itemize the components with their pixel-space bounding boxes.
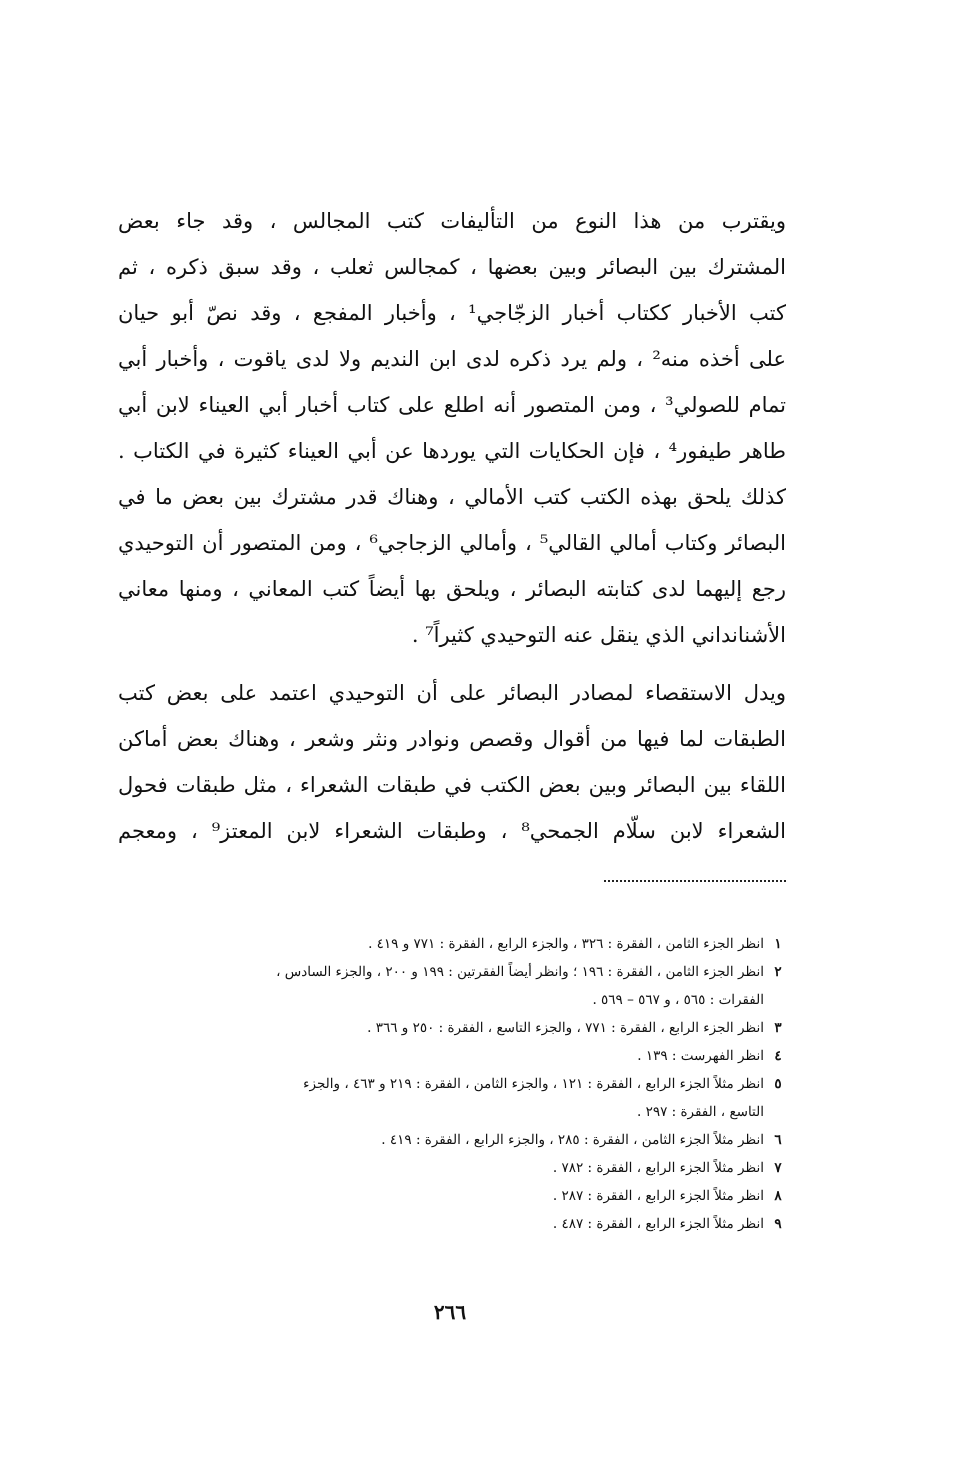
body-line-last: الأشنانداني الذي ينقل عنه التوحيدي كثيراً⁷ . — [411, 623, 786, 647]
body-line: على أخذه منه² ، ولم يرد ذكره لدى ابن النديم ولا لدى ياقوت ، وأخبار أبي — [118, 347, 786, 371]
footnote-line: انظر مثلاً الجزء الثامن ، الفقرة : ٢٨٥ ، والجزء الرابع ، الفقرة : ٤١٩ . — [381, 1132, 764, 1148]
footnote-number: ٢ — [774, 964, 782, 980]
footnote-text — [112, 1210, 764, 1238]
footnote-line: انظر مثلاً الجزء الرابع ، الفقرة : ٤٨٧ . — [552, 1216, 764, 1232]
footnote-text — [112, 1126, 764, 1154]
body-line: كتب الأخبار ككتاب أخبار الزجّاجي¹ ، وأخبار المفجع ، وقد نصّ أبو حيان — [118, 301, 786, 325]
body-line: الشعراء لابن سلّام الجمحي⁸ ، وطبقات الشعراء لابن المعتز⁹ ، ومعجم — [118, 819, 786, 843]
footnote-6 — [112, 1126, 792, 1154]
body-line: البصائر وكتاب أمالي القالي⁵ ، وأمالي الزجاجي⁶ ، ومن المتصور أن التوحيدي — [118, 531, 786, 555]
footnote-text — [112, 958, 764, 1014]
body-line: المشترك بين البصائر وبين بعضها ، كمجالس ثعلب ، وقد سبق ذكره ، ثم — [118, 255, 786, 279]
footnote-4 — [112, 1042, 792, 1070]
footnote-number: ٧ — [774, 1160, 782, 1176]
footnote-7 — [112, 1154, 792, 1182]
footnote-number: ٨ — [774, 1188, 782, 1204]
footnote-number: ٣ — [774, 1020, 782, 1036]
body-line: تمام للصولي³ ، ومن المتصور أنه اطلع على كتاب أخبار أبي العيناء لابن أبي — [118, 393, 786, 417]
footnote-text — [112, 1182, 764, 1210]
body-line: طاهر طيفور⁴ ، فإن الحكايات التي يوردها عن أبي العيناء كثيرة في الكتاب . — [118, 439, 786, 463]
footnote-number: ٦ — [774, 1132, 782, 1148]
footnote-3 — [112, 1014, 792, 1042]
footnotes — [112, 930, 792, 1238]
footnote-number: ٩ — [774, 1216, 782, 1232]
footnote-8 — [112, 1182, 792, 1210]
footnote-1 — [112, 930, 792, 958]
body-line: كذلك يلحق بهذه الكتب كتب الأمالي ، وهناك قدر مشترك بين بعض ما في — [118, 485, 786, 509]
footnote-text — [112, 1042, 764, 1070]
page-number: ٢٦٦ — [433, 1300, 467, 1324]
footnote-2 — [112, 958, 792, 1014]
footnote-line: انظر الجزء الثامن ، الفقرة : ١٩٦ ؛ وانظر أيضاً الفقرتين : ١٩٩ و ٢٠٠ ، والجزء السادس ، — [276, 964, 764, 980]
paragraph-2 — [118, 670, 786, 854]
body-line: ويدل الاستقصاء لمصادر البصائر على أن التوحيدي اعتمد على بعض كتب — [118, 681, 786, 705]
footnote-line: انظر الجزء الثامن ، الفقرة : ٣٢٦ ، والجزء الرابع ، الفقرة : ٧٧١ و ٤١٩ . — [368, 936, 764, 952]
footnote-number: ٥ — [774, 1076, 782, 1092]
footnote-line: الفقرات : ٥٦٥ ، و ٥٦٧ – ٥٦٩ . — [592, 992, 764, 1008]
footnote-number: ١ — [774, 936, 782, 952]
footnote-text — [112, 1154, 764, 1182]
footnote-line: انظر الفهرست : ١٣٩ . — [637, 1048, 764, 1064]
footnote-line: انظر الجزء الرابع ، الفقرة : ٧٧١ ، والجزء التاسع ، الفقرة : ٢٥٠ و ٣٦٦ . — [367, 1020, 764, 1036]
body-line: ويقترب من هذا النوع من التأليفات كتب المجالس ، وقد جاء بعض — [118, 209, 786, 233]
paragraph-gap — [118, 658, 786, 670]
footnote-line: انظر مثلاً الجزء الرابع ، الفقرة : ٧٨٢ . — [552, 1160, 764, 1176]
footnote-number: ٤ — [774, 1048, 782, 1064]
footnote-line: التاسع ، الفقرة : ٢٩٧ . — [636, 1104, 764, 1120]
footnote-line: انظر مثلاً الجزء الرابع ، الفقرة : ٢٨٧ . — [552, 1188, 764, 1204]
footnote-line: انظر مثلاً الجزء الرابع ، الفقرة : ١٢١ ، والجزء الثامن ، الفقرة : ٢١٩ و ٤٦٣ ، والجزء — [303, 1076, 764, 1092]
footnote-9 — [112, 1210, 792, 1238]
body-line: اللقاء بين البصائر وبين بعض الكتب في طبقات الشعراء ، مثل طبقات فحول — [118, 773, 786, 797]
footnote-text — [112, 1070, 764, 1126]
footnote-text — [112, 1014, 764, 1042]
body-line: الطبقات لما فيها من أقوال وقصص ونوادر ونثر وشعر ، وهناك بعض أماكن — [118, 727, 786, 751]
footnote-separator — [604, 880, 786, 882]
body-line: رجع إليهما لدى كتابته البصائر ، ويلحق بها أيضاً كتب المعاني ، ومنها معاني — [118, 577, 786, 601]
footnote-text — [112, 930, 764, 958]
footnote-5 — [112, 1070, 792, 1126]
body-text — [118, 198, 786, 854]
paragraph-1 — [118, 198, 786, 658]
